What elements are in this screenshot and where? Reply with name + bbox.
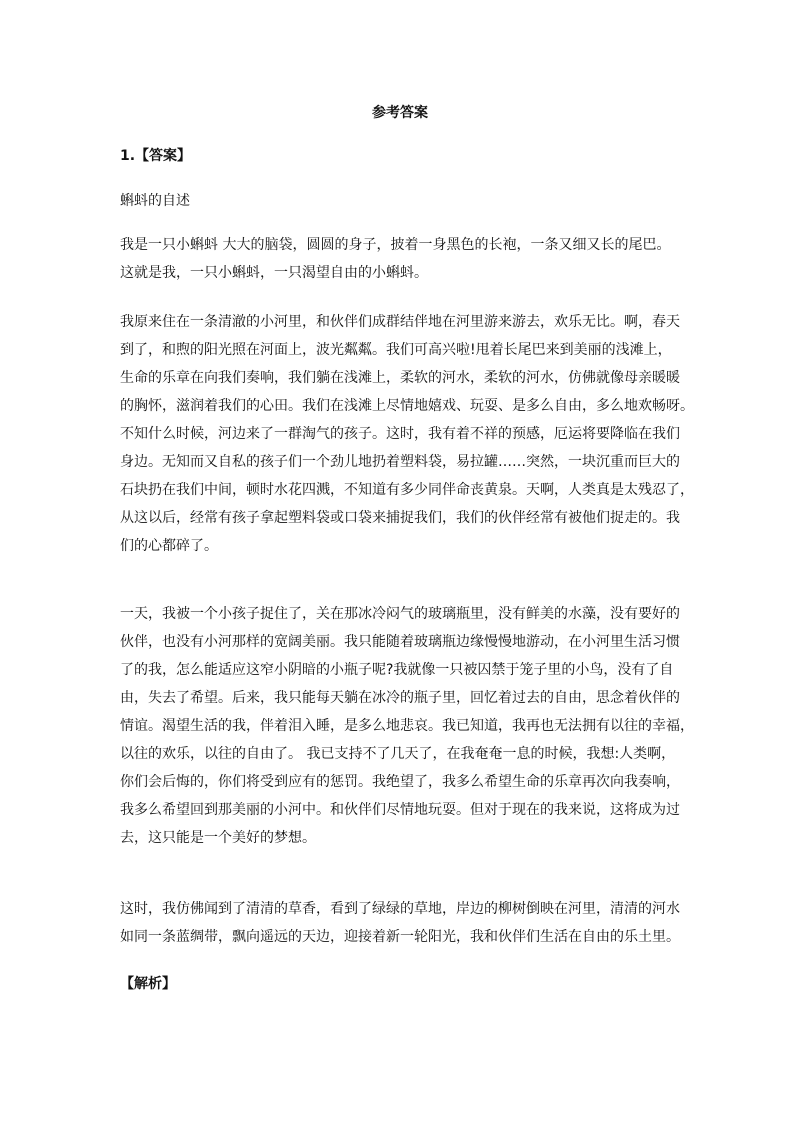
text-line: 以往的欢乐，以往的自由了。 我已支持不了几天了，在我奄奄一息的时候，我想:人类啊， [120, 746, 676, 762]
text-line: 这时，我仿佛闻到了清清的草香，看到了绿绿的草地，岸边的柳树倒映在河里，清清的河水 [120, 901, 680, 917]
paragraph-1 [120, 231, 680, 287]
text-line: 了的我，怎么能适应这窄小阴暗的小瓶子呢?我就像一只被囚禁于笼子里的小鸟，没有了自 [120, 662, 674, 678]
text-line: 从这以后，经常有孩子拿起塑料袋或口袋来捕捉我们，我们的伙伴经常有被他们捉走的。我 [120, 510, 680, 526]
text-line: 去，这只能是一个美好的梦想。 [120, 830, 316, 846]
paragraph-3 [120, 600, 694, 852]
text-line: 这就是我，一只小蝌蚪，一只渴望自由的小蝌蚪。 [120, 265, 428, 281]
text-line: 你们会后悔的，你们将受到应有的惩罚。我绝望了，我多么希望生命的乐章再次向我奏响， [120, 774, 680, 790]
text-line: 石块扔在我们中间，顿时水花四溅，不知道有多少同伴命丧黄泉。天啊，人类真是太残忍了， [120, 482, 694, 498]
text-line: 伙伴，也没有小河那样的宽阔美丽。我只能随着玻璃瓶边缘慢慢地游动，在小河里生活习惯 [120, 634, 680, 650]
text-line: 到了，和煦的阳光照在河面上，波光粼粼。我们可高兴啦!甩着长尾巴来到美丽的浅滩上， [120, 342, 672, 358]
page-title: 参考答案 [372, 105, 428, 121]
text-line: 情谊。渴望生活的我，伴着泪入睡，是多么地悲哀。我已知道，我再也无法拥有以往的幸福， [120, 718, 694, 734]
text-line: 生命的乐章在向我们奏响，我们躺在浅滩上，柔软的河水，柔软的河水，仿佛就像母亲暖暖 [120, 370, 680, 386]
text-line: 我原来住在一条清澈的小河里，和伙伴们成群结伴地在河里游来游去，欢乐无比。啊，春天 [120, 314, 680, 330]
analysis-label: 【解析】 [120, 976, 176, 992]
text-line: 我是一只小蝌蚪 大大的脑袋，圆圆的身子，披着一身黑色的长袍，一条又细又长的尾巴。 [120, 237, 671, 253]
text-line: 我多么希望回到那美丽的小河中。和伙伴们尽情地玩耍。但对于现在的我来说，这将成为过 [120, 802, 680, 818]
essay-title: 蝌蚪的自述 [120, 193, 190, 209]
text-line: 身边。无知而又自私的孩子们一个劲儿地扔着塑料袋，易拉罐……突然，一块沉重而巨大的 [120, 454, 680, 470]
text-line: 不知什么时候，河边来了一群淘气的孩子。这时，我有着不祥的预感，厄运将要降临在我们 [120, 426, 680, 442]
text-line: 们的心都碎了。 [120, 538, 218, 554]
text-line: 由，失去了希望。后来，我只能每天躺在冰冷的瓶子里，回忆着过去的自由，思念着伙伴的 [120, 690, 680, 706]
question-label: 1.【答案】 [120, 148, 192, 164]
paragraph-4 [120, 895, 680, 951]
text-line: 的胸怀，滋润着我们的心田。我们在浅滩上尽情地嬉戏、玩耍、是多么自由，多么地欢畅呀。 [120, 398, 694, 414]
paragraph-2 [120, 308, 694, 560]
text-line: 如同一条蓝绸带，飘向遥远的天边，迎接着新一轮阳光，我和伙伴们生活在自由的乐土里。 [120, 929, 680, 945]
text-line: 一天，我被一个小孩子捉住了，关在那冰冷闷气的玻璃瓶里，没有鲜美的水藻，没有要好的 [120, 606, 680, 622]
